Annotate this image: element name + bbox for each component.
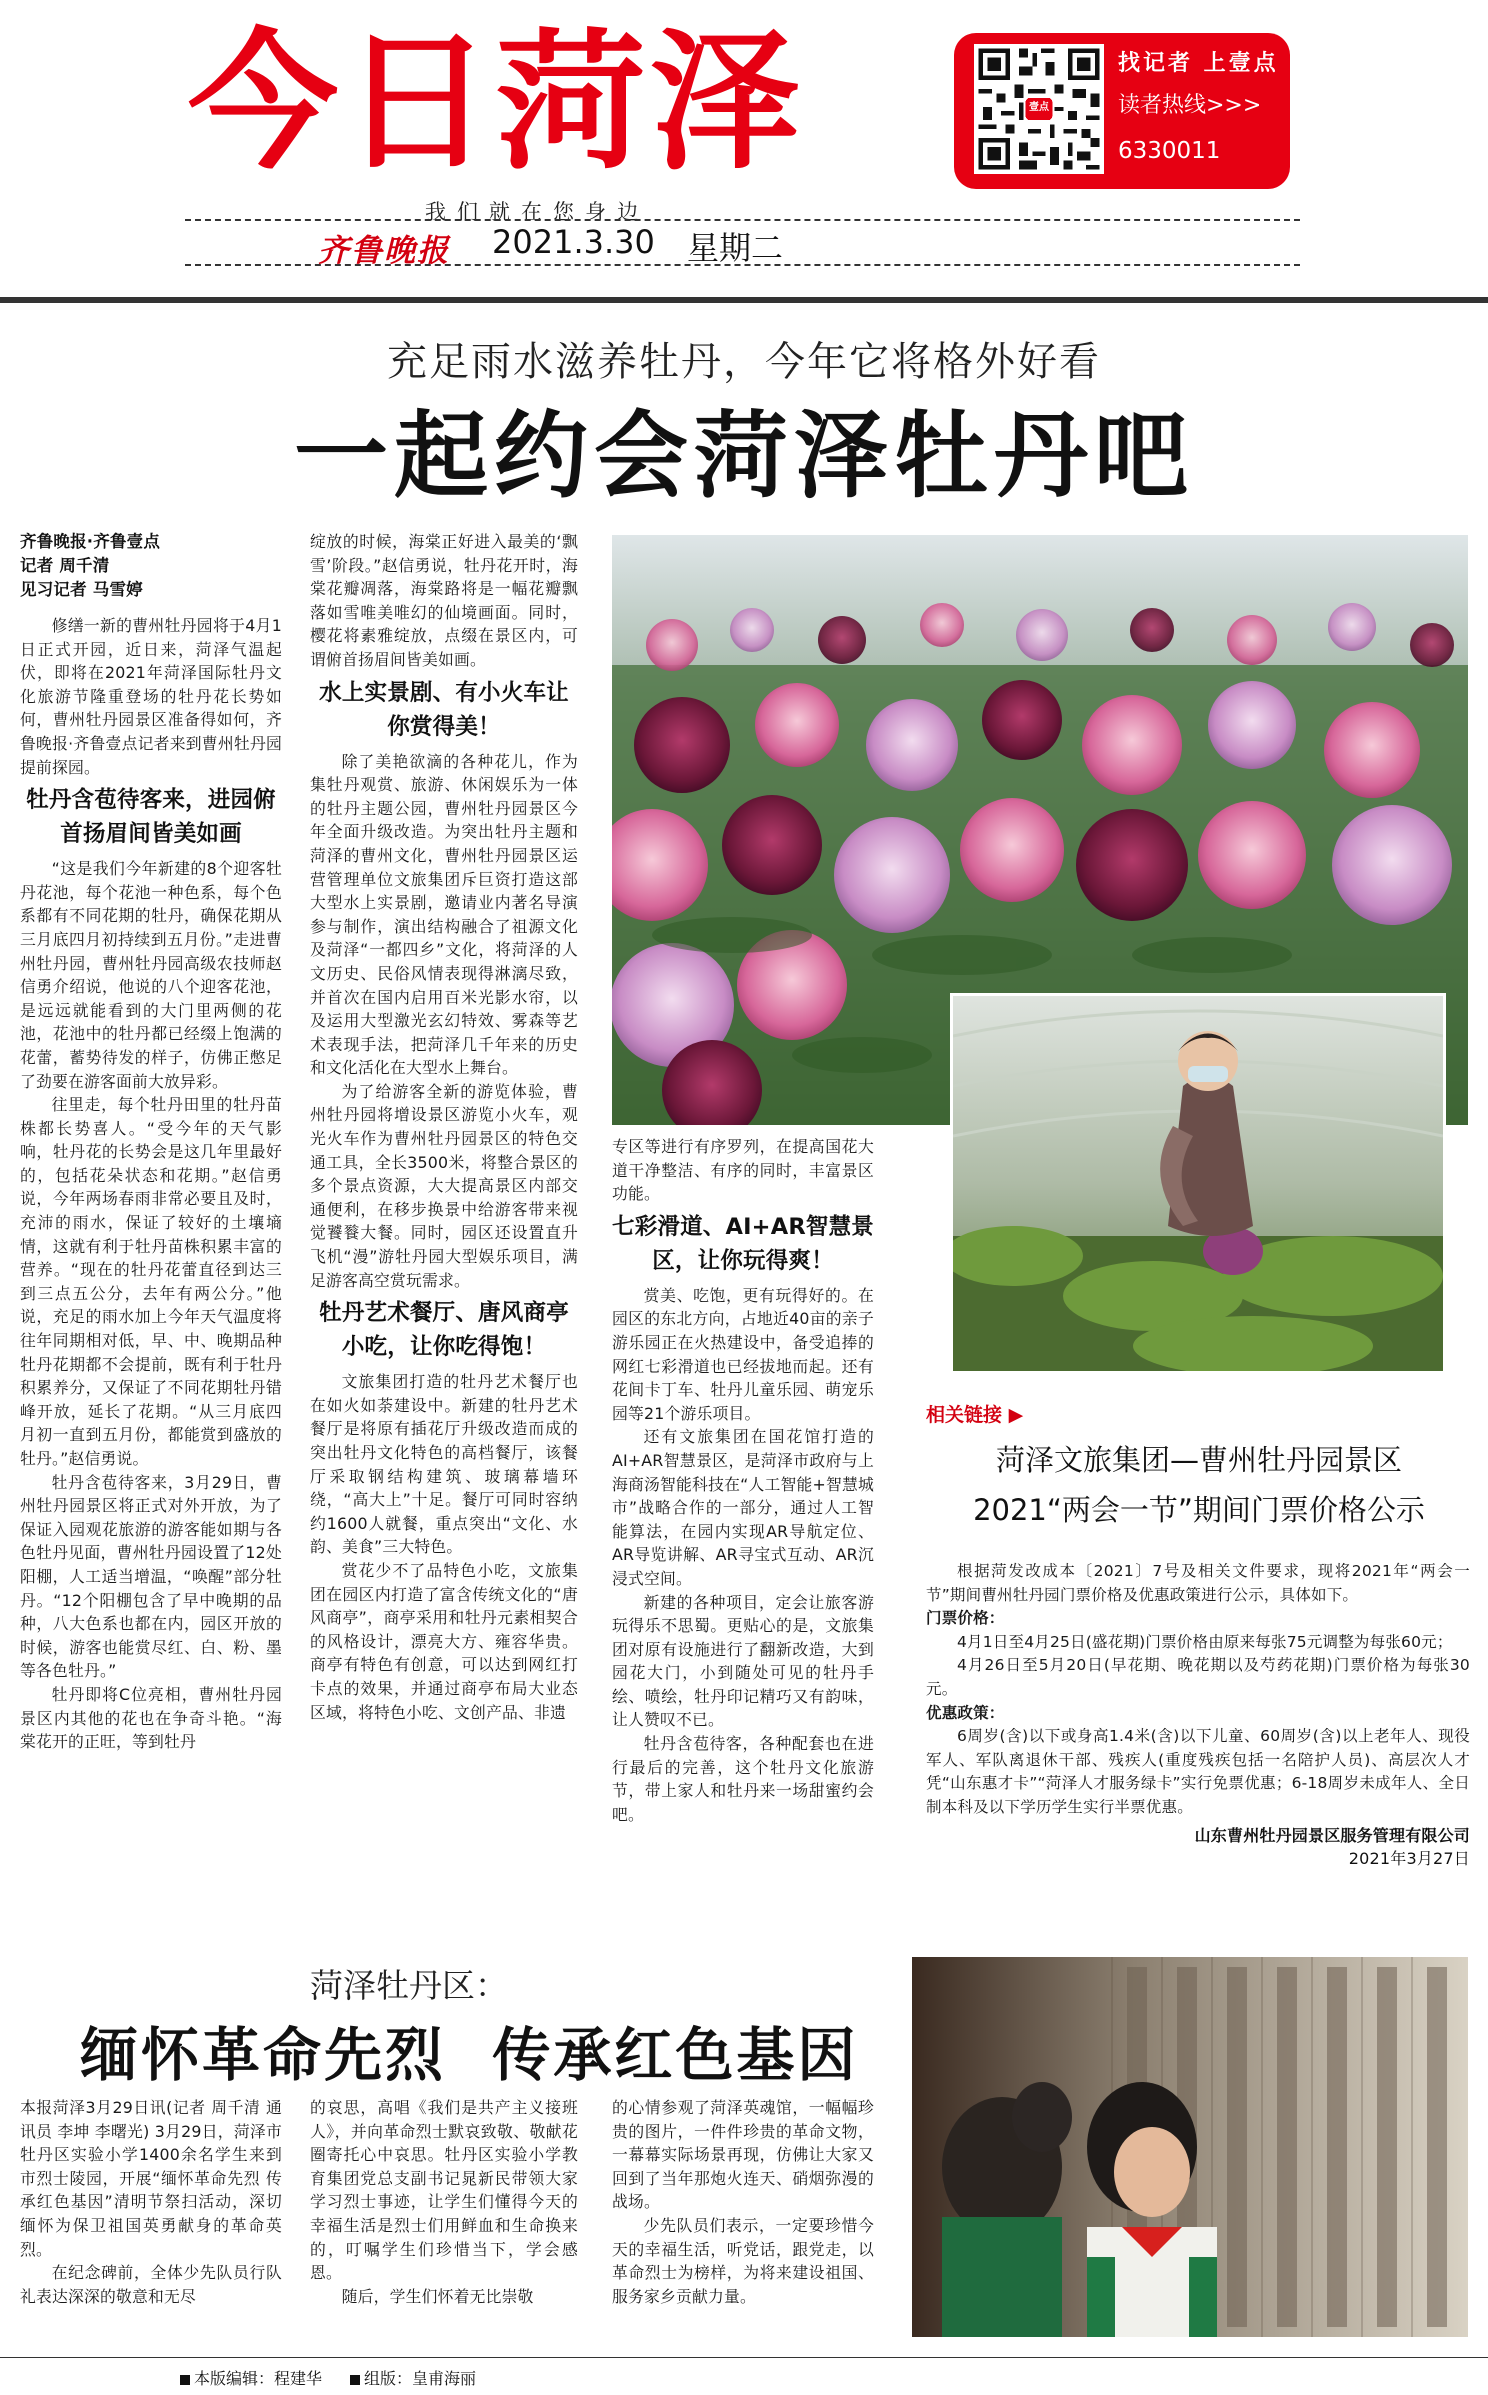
second-headline: 缅怀革命先烈 传承红色基因 bbox=[80, 2021, 859, 2089]
footer-editor: 本版编辑：程建华 bbox=[180, 2366, 322, 2389]
second-column-1 bbox=[20, 2096, 282, 2308]
masthead-title: 今日菏泽 bbox=[188, 16, 805, 190]
lead-kicker: 充足雨水滋养牡丹，今年它将格外好看 bbox=[387, 339, 1101, 385]
related-link-tag bbox=[926, 1400, 1023, 1427]
masthead-tagline: 我们就在您身边 bbox=[425, 200, 649, 224]
lead-headline: 一起约会菏泽牡丹吧 bbox=[293, 402, 1194, 511]
lead-paragraph: 修缮一新的曹州牡丹园将于4月1日正式开园，近日来，菏泽气温起伏，即将在2021年菏泽国际牡丹文化旅游节隆重登场的牡丹花长势如何，曹州牡丹园景区准备得如何，齐鲁晚报·齐鲁壹点记者来到曹州牡丹园提前探园。 bbox=[20, 616, 282, 777]
lead-paragraph: 为了给游客全新的游览体验，曹州牡丹园将增设景区游览小火车，观光火车作为曹州牡丹园景区的特色交通工具，全长3500米，将整合景区的多个景点资源，大大提高景区内部交通便利，在移步换景中给游客带来视觉饕餮大餐。同时，园区还设置直升飞机“漫”游牡丹园大型娱乐项目，满足游客高空赏玩需求。 bbox=[310, 1081, 578, 1290]
lead-paragraph: 绽放的时候，海棠正好进入最美的‘飘雪’阶段。”赵信勇说，牡丹花开时，海棠花瓣凋落，海棠路将是一幅花瓣飘落如雪唯美唯幻的仙境画面。同时，樱花将素雅绽放，点缀在景区内，可谓俯首扬眉间皆美如画。 bbox=[310, 532, 578, 669]
notice-price-label: 门票价格： bbox=[926, 1609, 1005, 1628]
lead-paragraph: 除了美艳欲滴的各种花儿，作为集牡丹观赏、旅游、休闲娱乐为一体的牡丹主题公园，曹州牡丹园景区今年全面升级改造。为突出牡丹主题和菏泽的曹州文化，曹州牡丹园景区运营管理单位文旅集团斥巨资打造这部大型水上实景剧，邀请业内著名导演参与制作，演出结构融合了祖源文化及菏泽“一都四乡”文化，将菏泽的人文历史、民俗风情表现得淋漓尽致，并首次在国内启用百米光影水帘，以及运用大型激光玄幻特效、雾森等艺术表现手法，把菏泽几千年来的历史和文化活化在大型水上舞台。 bbox=[310, 751, 578, 1078]
notice-body bbox=[926, 1560, 1470, 1871]
footer-layout: 组版：皇甫海丽 bbox=[350, 2366, 476, 2389]
second-paragraph: 少先队员们表示，一定要珍惜今天的幸福生活，听党话，跟党走，以革命烈士为榜样，为将来建设祖国、服务家乡贡献力量。 bbox=[612, 2215, 874, 2306]
memorial-wall-photo bbox=[912, 1957, 1468, 2337]
notice-signer: 山东曹州牡丹园景区服务管理有限公司 bbox=[1194, 1825, 1470, 1845]
second-paragraph: 本报菏泽3月29日讯(记者 周千清 通讯员 李坤 李曙光) 3月29日，菏泽市牡丹区实验小学1400余名学生来到市烈士陵园，开展“缅怀革命先烈 传承红色基因”清明节祭扫活动，深切缅怀为保卫祖国英勇献身的革命英烈。 bbox=[20, 2098, 282, 2259]
second-paragraph: 的哀思，高唱《我们是共产主义接班人》，并向革命烈士默哀致敬、敬献花圈寄托心中哀思。牡丹区实验小学教育集团党总支副书记晁新民带领大家学习烈士事迹，让学生们懂得今天的幸福生活是烈士们用鲜血和生命换来的，叮嘱学生们珍惜当下，学会感恩。 bbox=[310, 2098, 578, 2283]
lead-paragraph: 文旅集团打造的牡丹艺术餐厅也在如火如荼建设中。新建的牡丹艺术餐厅是将原有插花厅升级改造而成的突出牡丹文化特色的高档餐厅，该餐厅采取钢结构建筑、玻璃幕墙环绕，“高大上”十足。餐厅可同时容纳约1600人就餐，重点突出“文化、水韵、美食”三大特色。 bbox=[310, 1372, 578, 1557]
notice-discount-label: 优惠政策： bbox=[926, 1703, 1005, 1722]
lead-paragraph: 赏花少不了品特色小吃，文旅集团在园区内打造了富含传统文化的“唐风商亭”，商亭采用和牡丹元素相契合的风格设计，漂亮大方、雍容华贵。商亭有特色有创意，可以达到网红打卡点的效果，并通过商亭布局大业态区域，将特色小吃、文创产品、非遗 bbox=[310, 1560, 578, 1722]
second-paragraph: 的心情参观了菏泽英魂馆，一幅幅珍贵的图片，一件件珍贵的革命文物，一幕幕实际场景再现，仿佛让大家又回到了当年那炮火连天、硝烟弥漫的战场。 bbox=[612, 2098, 874, 2212]
lead-paragraph: “这是我们今年新建的8个迎客牡丹花池，每个花池一种色系，每个色系都有不同花期的牡丹，确保花期从三月底四月初持续到五月份。”走进曹州牡丹园，曹州牡丹园高级农技师赵信勇介绍说，他说的八个迎客花池，是远远就能看到的大门里两侧的花池，花池中的牡丹都已经缀上饱满的花蕾，蓄势待发的样子，仿佛正憋足了劲要在游客面前大放异彩。 bbox=[20, 859, 282, 1091]
masthead-divider bbox=[185, 219, 1300, 221]
triangle-right-icon: ▶ bbox=[1008, 1404, 1024, 1426]
issue-date: 2021.3.30 bbox=[492, 223, 655, 261]
reporter-label: 找记者 上壹点 bbox=[1118, 51, 1279, 76]
square-bullet-icon bbox=[350, 2375, 360, 2385]
lead-paragraph: 牡丹含苞待客，各种配套也在进行最后的完善，这个牡丹文化旅游节，带上家人和牡丹来一场甜蜜约会吧。 bbox=[612, 1734, 874, 1824]
masthead-divider-2 bbox=[185, 264, 1300, 266]
lead-paragraph: 还有文旅集团在国花馆打造的AI+AR智慧景区，是菏泽市政府与上海商汤智能科技在“人工智能+智慧城市”战略合作的一部分，通过人工智能算法，在园内实现AR导航定位、AR导览讲解、AR寻宝式互动、AR沉浸式空间。 bbox=[612, 1427, 874, 1588]
hotline-label: 读者热线>>> bbox=[1118, 93, 1262, 118]
second-kicker: 菏泽牡丹区： bbox=[310, 1966, 508, 2005]
subhead-4: 七彩滑道、AI+AR智慧景区，让你玩得爽！ bbox=[612, 1213, 874, 1274]
notice-title-line-2: 2021“两会一节”期间门票价格公示 bbox=[973, 1493, 1425, 1527]
brand-logo: 齐鲁晚报 bbox=[318, 233, 450, 269]
lead-paragraph: 牡丹即将C位亮相，曹州牡丹园景区内其他的花也在争奇斗艳。“海棠花开的正旺，等到牡丹 bbox=[20, 1684, 282, 1752]
notice-title-line-1: 菏泽文旅集团—曹州牡丹园景区 bbox=[995, 1443, 1402, 1477]
header-bar bbox=[0, 297, 1488, 303]
subhead-2: 水上实景剧、有小火车让你赏得美！ bbox=[319, 679, 569, 740]
second-paragraph: 随后，学生们怀着无比崇敬 bbox=[341, 2286, 534, 2306]
lead-paragraph: 牡丹含苞待客来，3月29日，曹州牡丹园景区将正式对外开放，为了保证入园观花旅游的游客能如期与各色牡丹见面，曹州牡丹园设置了12处阳棚，人工适当增温，“唤醒”部分牡丹。“12个阳棚包含了早中晚期的品种，八大色系也都在内，园区开放的时候，游客也能赏尽红、白、粉、墨等各色牡丹。” bbox=[20, 1472, 282, 1681]
notice-discount: 6周岁(含)以下或身高1.4米(含)以下儿童、60周岁(含)以上老年人、现役军人、军队离退休干部、残疾人(重度残疾包括一名陪护人员)、高层次人才凭“山东惠才卡”“菏泽人才服务绿卡”实行免票优惠；6-18周岁未成年人、全日制本科及以下学历学生实行半票优惠。 bbox=[926, 1727, 1470, 1816]
issue-weekday: 星期二 bbox=[687, 229, 784, 267]
lead-column-3 bbox=[612, 1135, 874, 1826]
notice-price-2: 4月26日至5月20日(早花期、晚花期以及芍药花期)门票价格为每张30元。 bbox=[926, 1656, 1470, 1698]
byline-intern: 见习记者 马雪婷 bbox=[20, 580, 143, 599]
lead-column-1 bbox=[20, 530, 282, 1754]
related-link-label: 相关链接 bbox=[926, 1404, 1003, 1426]
lead-paragraph: 往里走，每个牡丹田里的牡丹苗株都长势喜人。“受今年的天气影响，牡丹花的长势会是这几年里最好的，包括花朵状态和花期。”赵信勇说，今年两场春雨非常必要且及时，充沛的雨水，保证了较好的土壤墒情，这就有利于牡丹苗株积累丰富的营养。“现在的牡丹花蕾直径到达三到三点五公分，去年有两公分。”他说，充足的雨水加上今年天气温度将往年同期相对低，早、中、晚期品种牡丹花期都不会提前，既有利于牡丹积累养分，又保证了不同花期牡丹错峰开放，延长了花期。“从三月底四月初一直到五月份，都能赏到盛放的牡丹。”赵信勇说。 bbox=[20, 1095, 282, 1468]
lead-column-2 bbox=[310, 530, 578, 1724]
subhead-3: 牡丹艺术餐厅、唐风商亭小吃，让你吃得饱！ bbox=[319, 1300, 569, 1361]
gardener-greenhouse-photo bbox=[950, 993, 1446, 1374]
notice-date: 2021年3月27日 bbox=[1348, 1849, 1470, 1869]
notice-intro: 根据菏发改成本〔2021〕7号及相关文件要求，现将2021年“两会一节”期间曹州牡丹园门票价格及优惠政策进行公示，具体如下。 bbox=[926, 1562, 1470, 1604]
lead-paragraph: 新建的各种项目，定会让旅客游玩得乐不思蜀。更贴心的是，文旅集团对原有设施进行了翻新改造，大到园花大门，小到随处可见的牡丹手绘、喷绘，牡丹印记精巧又有韵味，让人赞叹不已。 bbox=[612, 1592, 874, 1730]
byline-outlet: 齐鲁晚报·齐鲁壹点 bbox=[20, 532, 161, 551]
square-bullet-icon bbox=[180, 2375, 190, 2385]
second-paragraph: 在纪念碑前，全体少先队员行队礼表达深深的敬意和无尽 bbox=[20, 2263, 282, 2306]
footer-rule bbox=[0, 2357, 1488, 2358]
subhead-1: 牡丹含苞待客来，进园俯首扬眉间皆美如画 bbox=[26, 787, 276, 848]
second-column-2 bbox=[310, 2096, 578, 2308]
notice-price-1: 4月1日至4月25日(盛花期)门票价格由原来每张75元调整为每张60元； bbox=[957, 1632, 1453, 1651]
byline-reporter: 记者 周千清 bbox=[20, 556, 110, 575]
qr-center-label: 壹点 bbox=[1029, 102, 1049, 113]
lead-paragraph: 赏美、吃饱，更有玩得好的。在园区的东北方向，占地近40亩的亲子游乐园正在火热建设中，备受追捧的网红七彩滑道也已经拔地而起。还有花间卡丁车、牡丹儿童乐园、萌宠乐园等21个游乐项目。 bbox=[612, 1285, 874, 1423]
second-column-3 bbox=[612, 2096, 874, 2308]
hotline-number: 6330011 bbox=[1118, 138, 1221, 164]
lead-paragraph: 专区等进行有序罗列，在提高国花大道干净整洁、有序的同时，丰富景区功能。 bbox=[612, 1137, 874, 1204]
